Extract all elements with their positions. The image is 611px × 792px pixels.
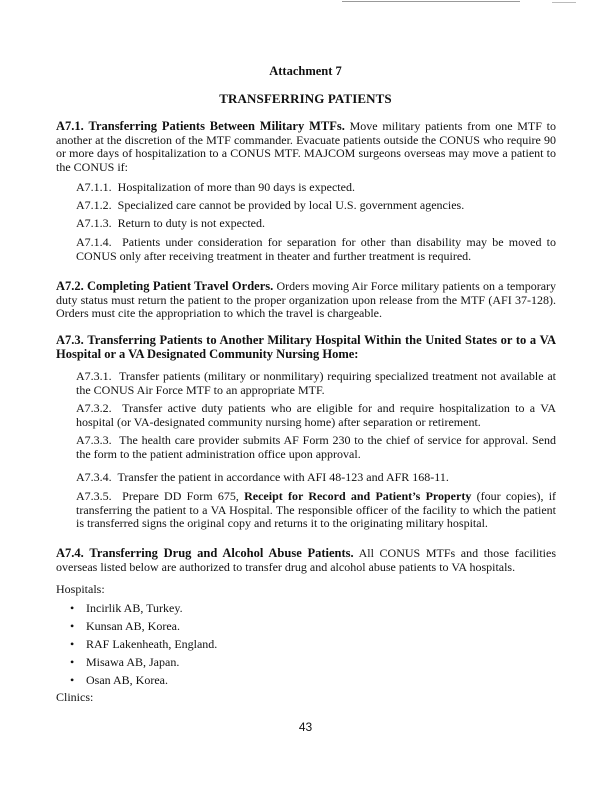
item-a7-3-3 [76,434,556,461]
hospitals-label: Hospitals: [56,582,105,596]
hospital-list-item [70,619,180,633]
item-number: A7.3.3. [76,433,112,447]
section-a7-1 [56,120,556,174]
section-number: A7.3. [56,333,84,347]
item-number: A7.1.1. [76,180,112,194]
item-text: Specialized care cannot be provided by local U.S. government agencies. [117,198,465,212]
hospital-list-item [70,601,183,615]
header-mark [552,2,576,3]
section-number: A7.2. [56,279,84,293]
attachment-label: Attachment 7 [269,64,342,78]
hospital-list-item [70,673,168,687]
section-body: All CONUS MTFs and those facilities overseas listed below are authorized to transfer drug and alcohol abuse patients to VA hospitals. [56,546,557,574]
section-a7-3 [56,334,556,361]
item-a7-1-4 [76,236,556,263]
item-text: Transfer the patient in accordance with AFI 48-123 and AFR 168-11. [117,470,449,484]
item-number: A7.3.2. [76,401,112,415]
section-heading: Completing Patient Travel Orders. [87,279,274,293]
clinics-label: Clinics: [56,690,94,704]
bullet-icon: • [70,655,75,669]
item-text: Return to duty is not expected. [117,216,265,230]
bullet-icon: • [70,637,75,651]
item-number: A7.3.1. [76,369,112,383]
hospital-name: RAF Lakenheath, England. [86,637,218,651]
item-a7-3-4 [76,471,556,485]
section-number: A7.4. [56,546,84,560]
bullet-icon: • [70,601,75,615]
item-a7-3-5 [76,490,556,531]
item-number: A7.3.5. [76,489,112,503]
item-a7-1-2 [76,199,556,213]
page-number: 43 [298,720,313,734]
item-number: A7.1.4. [76,235,112,249]
section-a7-4 [56,547,556,574]
hospital-name: Incirlik AB, Turkey. [86,601,183,615]
item-a7-3-2 [76,402,556,429]
header-rule [342,1,520,2]
item-text: Transfer patients (military or nonmilitary) requiring specialized treatment not available at the CONUS Air Force MTF to an appropriate MTF. [76,369,556,397]
page-title: TRANSFERRING PATIENTS [219,91,392,106]
section-heading: Transferring Drug and Alcohol Abuse Patients. [89,546,354,560]
hospital-list-item [70,655,179,669]
form-title: Receipt for Record and Patient’s Property [244,489,472,503]
item-text: Transfer active duty patients who are eligible for and require hospitalization to a VA hospital (or VA-designated community nursing home) after separation or retirement. [76,401,556,429]
item-text: The health care provider submits AF Form 230 to the chief of service for approval. Send the form to the patient administration office upon approval. [76,433,556,461]
item-a7-1-3 [76,217,556,231]
item-text-after: (four copies), if transferring the patient to a VA Hospital. The responsible officer of the facility to which the patient is transferred signs the original copy and returns it to the originating military hospital. [76,489,557,531]
item-number: A7.3.4. [76,470,112,484]
hospital-list-item [70,637,217,651]
hospital-name: Osan AB, Korea. [86,673,168,687]
bullet-icon: • [70,619,75,633]
section-body: Orders moving Air Force military patients on a temporary duty status must return the patient to the proper organization upon release from the MTF (AFI 37-128). Orders must cite the appropriation to which the travel is chargeable. [56,279,557,321]
section-heading: Transferring Patients to Another Military Hospital Within the United States or to a VA Hospital or a VA Designated Community Nursing Home: [56,333,557,361]
item-number: A7.1.3. [76,216,112,230]
section-body: Move military patients from one MTF to another at the discretion of the MTF commander. Evacuate patients outside the CONUS who require 90 or more days of hospitalization to a CONUS MTF. MAJCOM surgeons overseas may move a patient to the CONUS if: [56,119,557,174]
item-text-before: Prepare DD Form 675, [122,489,239,503]
item-text: Hospitalization of more than 90 days is expected. [117,180,355,194]
item-a7-1-1 [76,181,556,195]
section-number: A7.1. [56,119,84,133]
hospital-name: Misawa AB, Japan. [86,655,180,669]
hospital-name: Kunsan AB, Korea. [86,619,180,633]
section-a7-2 [56,280,556,321]
section-heading: Transferring Patients Between Military MTFs. [88,119,345,133]
bullet-icon: • [70,673,75,687]
item-text: Patients under consideration for separation for other than disability may be moved to CONUS only after receiving treatment in theater and further treatment is required. [76,235,557,263]
item-number: A7.1.2. [76,198,112,212]
item-a7-3-1 [76,370,556,397]
